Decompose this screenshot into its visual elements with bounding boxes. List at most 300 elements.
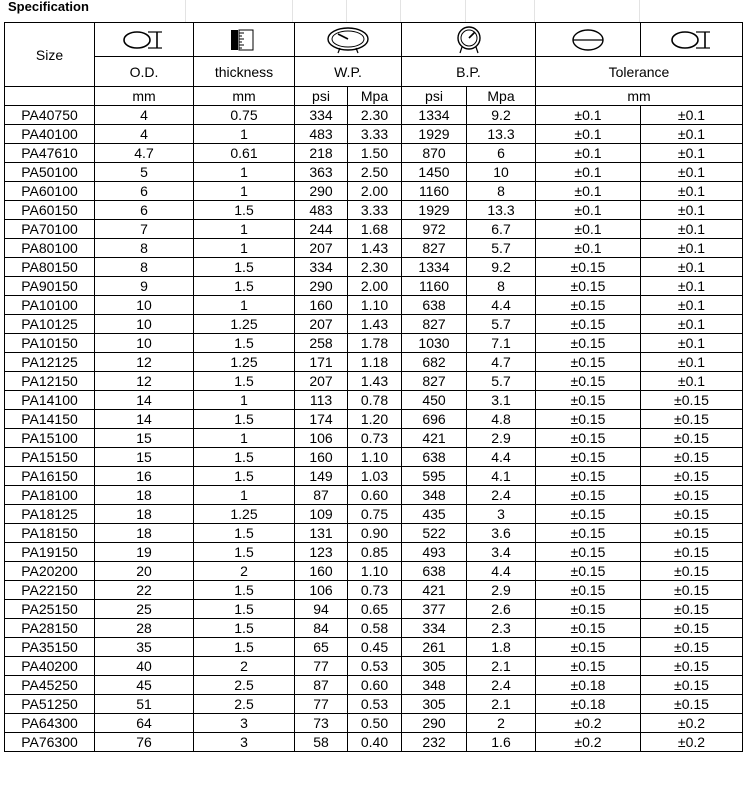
wp-mpa-cell: 3.33: [348, 201, 402, 220]
wp-mpa-cell: 0.40: [348, 733, 402, 752]
wp-mpa-cell: 1.10: [348, 296, 402, 315]
wp-psi-cell: 483: [295, 201, 348, 220]
thickness-cell: 1: [194, 391, 295, 410]
thickness-cell: 1: [194, 486, 295, 505]
table-row: [5, 258, 743, 277]
size-cell: PA20200: [5, 562, 95, 581]
bp-psi-cell: 348: [402, 486, 467, 505]
tolerance-outer-cell: ±0.2: [641, 714, 743, 733]
bp-mpa-cell: 2.9: [467, 429, 536, 448]
tolerance-inner-icon-cell: [536, 23, 641, 57]
od-cell: 8: [95, 239, 194, 258]
od-header: O.D.: [95, 57, 194, 87]
wp-psi-cell: 207: [295, 372, 348, 391]
size-cell: PA40200: [5, 657, 95, 676]
bp-psi-unit: psi: [402, 87, 467, 106]
bp-psi-cell: 305: [402, 657, 467, 676]
bp-mpa-cell: 2.6: [467, 600, 536, 619]
wp-psi-cell: 160: [295, 296, 348, 315]
size-cell: PA40750: [5, 106, 95, 125]
table-row: [5, 467, 743, 486]
bp-mpa-cell: 2.3: [467, 619, 536, 638]
table-row: [5, 201, 743, 220]
wp-mpa-cell: 2.00: [348, 277, 402, 296]
bp-mpa-cell: 2.4: [467, 676, 536, 695]
wp-psi-cell: 84: [295, 619, 348, 638]
size-cell: PA19150: [5, 543, 95, 562]
tolerance-outer-cell: ±0.1: [641, 106, 743, 125]
table-row: [5, 334, 743, 353]
wp-mpa-cell: 1.78: [348, 334, 402, 353]
thickness-cell: 1: [194, 296, 295, 315]
od-cell: 6: [95, 182, 194, 201]
tolerance-inner-cell: ±0.1: [536, 220, 641, 239]
od-cell: 4.7: [95, 144, 194, 163]
wp-mpa-unit: Mpa: [348, 87, 402, 106]
sheet-gridline: [346, 0, 347, 22]
od-cell: 16: [95, 467, 194, 486]
sheet-gridline: [465, 0, 466, 22]
thickness-cell: 1.5: [194, 581, 295, 600]
table-row: [5, 695, 743, 714]
thickness-cell: 1.25: [194, 505, 295, 524]
size-cell: PA18100: [5, 486, 95, 505]
tolerance-outer-cell: ±0.15: [641, 410, 743, 429]
tolerance-inner-cell: ±0.15: [536, 505, 641, 524]
wp-mpa-cell: 0.50: [348, 714, 402, 733]
tolerance-outer-cell: ±0.15: [641, 695, 743, 714]
bp-psi-cell: 1929: [402, 125, 467, 144]
wp-psi-cell: 149: [295, 467, 348, 486]
wp-psi-cell: 77: [295, 695, 348, 714]
bp-psi-cell: 348: [402, 676, 467, 695]
wp-mpa-cell: 1.10: [348, 448, 402, 467]
size-cell: PA50100: [5, 163, 95, 182]
tolerance-inner-cell: ±0.15: [536, 638, 641, 657]
wp-psi-cell: 73: [295, 714, 348, 733]
table-row: [5, 600, 743, 619]
wp-mpa-cell: 1.43: [348, 239, 402, 258]
wp-psi-cell: 106: [295, 581, 348, 600]
tolerance-outer-cell: ±0.1: [641, 182, 743, 201]
tolerance-inner-cell: ±0.15: [536, 619, 641, 638]
od-cell: 18: [95, 505, 194, 524]
size-cell: PA16150: [5, 467, 95, 486]
thickness-cell: 0.61: [194, 144, 295, 163]
wp-psi-unit: psi: [295, 87, 348, 106]
bp-mpa-cell: 4.4: [467, 448, 536, 467]
tolerance-inner-cell: ±0.15: [536, 524, 641, 543]
bp-psi-cell: 827: [402, 372, 467, 391]
bp-mpa-cell: 4.1: [467, 467, 536, 486]
od-cell: 18: [95, 486, 194, 505]
tolerance-outer-cell: ±0.15: [641, 562, 743, 581]
wp-mpa-cell: 2.30: [348, 258, 402, 277]
bp-psi-cell: 493: [402, 543, 467, 562]
bp-mpa-cell: 4.7: [467, 353, 536, 372]
wp-psi-cell: 131: [295, 524, 348, 543]
pressure-gauge-icon: [324, 26, 372, 54]
bp-mpa-cell: 4.4: [467, 562, 536, 581]
bp-mpa-cell: 2.1: [467, 695, 536, 714]
od-cell: 15: [95, 429, 194, 448]
bp-psi-cell: 522: [402, 524, 467, 543]
wp-mpa-cell: 1.43: [348, 372, 402, 391]
wp-psi-cell: 290: [295, 182, 348, 201]
table-row: [5, 144, 743, 163]
table-row: [5, 315, 743, 334]
thickness-cell: 1.5: [194, 467, 295, 486]
tolerance-inner-cell: ±0.1: [536, 106, 641, 125]
wp-mpa-cell: 1.50: [348, 144, 402, 163]
thickness-cell: 1.5: [194, 638, 295, 657]
tolerance-outer-cell: ±0.1: [641, 258, 743, 277]
wp-psi-cell: 207: [295, 315, 348, 334]
tolerance-inner-cell: ±0.2: [536, 714, 641, 733]
wp-psi-cell: 160: [295, 562, 348, 581]
bp-psi-cell: 421: [402, 581, 467, 600]
od-cell: 25: [95, 600, 194, 619]
od-cell: 45: [95, 676, 194, 695]
bp-psi-cell: 232: [402, 733, 467, 752]
wp-mpa-cell: 0.65: [348, 600, 402, 619]
wp-psi-cell: 87: [295, 486, 348, 505]
size-cell: PA14100: [5, 391, 95, 410]
table-row: [5, 733, 743, 752]
table-row: [5, 448, 743, 467]
tolerance-outer-cell: ±0.1: [641, 239, 743, 258]
wp-mpa-cell: 1.03: [348, 467, 402, 486]
od-unit: mm: [95, 87, 194, 106]
bp-mpa-cell: 1.6: [467, 733, 536, 752]
wp-mpa-cell: 0.75: [348, 505, 402, 524]
size-cell: PA35150: [5, 638, 95, 657]
table-row: [5, 562, 743, 581]
tolerance-outer-cell: ±0.15: [641, 581, 743, 600]
tolerance-inner-cell: ±0.15: [536, 581, 641, 600]
od-cell: 8: [95, 258, 194, 277]
tolerance-inner-cell: ±0.1: [536, 163, 641, 182]
sheet-gridline: [639, 0, 640, 22]
wp-mpa-cell: 0.60: [348, 676, 402, 695]
bp-psi-cell: 638: [402, 562, 467, 581]
thickness-cell: 1.5: [194, 524, 295, 543]
tolerance-inner-cell: ±0.1: [536, 239, 641, 258]
unit-header-row: [5, 87, 743, 106]
tolerance-outer-cell: ±0.15: [641, 638, 743, 657]
bp-psi-cell: 377: [402, 600, 467, 619]
wp-psi-cell: 58: [295, 733, 348, 752]
tolerance-inner-cell: ±0.15: [536, 486, 641, 505]
tolerance-outer-cell: ±0.1: [641, 163, 743, 182]
bp-psi-cell: 638: [402, 448, 467, 467]
od-cell: 35: [95, 638, 194, 657]
tolerance-inner-cell: ±0.15: [536, 372, 641, 391]
tolerance-outer-cell: ±0.15: [641, 543, 743, 562]
table-row: [5, 106, 743, 125]
wp-psi-cell: 483: [295, 125, 348, 144]
thickness-cell: 1: [194, 182, 295, 201]
tolerance-inner-cell: ±0.2: [536, 733, 641, 752]
od-cell: 4: [95, 106, 194, 125]
table-row: [5, 391, 743, 410]
wp-psi-cell: 113: [295, 391, 348, 410]
wp-psi-cell: 218: [295, 144, 348, 163]
wp-mpa-cell: 2.00: [348, 182, 402, 201]
wp-mpa-cell: 0.58: [348, 619, 402, 638]
thickness-unit: mm: [194, 87, 295, 106]
wp-psi-cell: 244: [295, 220, 348, 239]
wp-mpa-cell: 1.43: [348, 315, 402, 334]
thickness-cell: 1.5: [194, 448, 295, 467]
bp-psi-cell: 1334: [402, 258, 467, 277]
size-cell: PA12150: [5, 372, 95, 391]
wp-mpa-cell: 1.68: [348, 220, 402, 239]
bp-psi-cell: 827: [402, 239, 467, 258]
specification-table: [4, 22, 743, 752]
size-cell: PA10125: [5, 315, 95, 334]
tube-cross-section-icon: [568, 28, 608, 52]
tolerance-inner-cell: ±0.1: [536, 182, 641, 201]
thickness-cell: 2.5: [194, 695, 295, 714]
size-cell: PA40100: [5, 125, 95, 144]
tolerance-inner-cell: ±0.15: [536, 562, 641, 581]
tolerance-outer-cell: ±0.1: [641, 315, 743, 334]
bp-mpa-cell: 3.6: [467, 524, 536, 543]
sheet-gridline: [185, 0, 186, 22]
specification-table-body: [5, 106, 743, 752]
bp-mpa-cell: 8: [467, 277, 536, 296]
tolerance-header: Tolerance: [536, 57, 743, 87]
wp-mpa-cell: 0.78: [348, 391, 402, 410]
bp-mpa-cell: 2.4: [467, 486, 536, 505]
od-cell: 10: [95, 296, 194, 315]
bp-psi-cell: 682: [402, 353, 467, 372]
tolerance-inner-cell: ±0.18: [536, 676, 641, 695]
wp-psi-cell: 174: [295, 410, 348, 429]
tolerance-inner-cell: ±0.15: [536, 391, 641, 410]
bp-psi-cell: 261: [402, 638, 467, 657]
bp-mpa-cell: 4.8: [467, 410, 536, 429]
bp-psi-cell: 638: [402, 296, 467, 315]
wp-psi-cell: 258: [295, 334, 348, 353]
table-row: [5, 676, 743, 695]
sheet-gridline: [400, 0, 401, 22]
wp-mpa-cell: 0.53: [348, 695, 402, 714]
wp-mpa-cell: 0.53: [348, 657, 402, 676]
bp-mpa-cell: 10: [467, 163, 536, 182]
table-row: [5, 239, 743, 258]
od-cell: 40: [95, 657, 194, 676]
bp-mpa-cell: 5.7: [467, 239, 536, 258]
od-cell: 64: [95, 714, 194, 733]
wp-psi-cell: 123: [295, 543, 348, 562]
od-cell: 10: [95, 315, 194, 334]
tolerance-outer-cell: ±0.1: [641, 277, 743, 296]
thickness-cell: 3: [194, 733, 295, 752]
bp-mpa-cell: 5.7: [467, 372, 536, 391]
tolerance-outer-cell: ±0.15: [641, 467, 743, 486]
size-cell: PA51250: [5, 695, 95, 714]
thickness-cell: 1: [194, 239, 295, 258]
size-cell: PA60100: [5, 182, 95, 201]
wp-header: W.P.: [295, 57, 402, 87]
tube-outer-diameter-icon: [122, 29, 166, 51]
thickness-cell: 1: [194, 163, 295, 182]
od-cell: 28: [95, 619, 194, 638]
tolerance-inner-cell: ±0.1: [536, 201, 641, 220]
od-cell: 14: [95, 391, 194, 410]
wp-psi-cell: 363: [295, 163, 348, 182]
od-cell: 19: [95, 543, 194, 562]
tolerance-outer-cell: ±0.15: [641, 391, 743, 410]
size-cell: PA60150: [5, 201, 95, 220]
bp-psi-cell: 1160: [402, 182, 467, 201]
wp-psi-cell: 334: [295, 258, 348, 277]
size-unit-cell: [5, 87, 95, 106]
wp-mpa-cell: 1.18: [348, 353, 402, 372]
bp-mpa-cell: 2: [467, 714, 536, 733]
size-cell: PA25150: [5, 600, 95, 619]
bp-mpa-cell: 6.7: [467, 220, 536, 239]
table-row: [5, 543, 743, 562]
od-cell: 7: [95, 220, 194, 239]
size-cell: PA76300: [5, 733, 95, 752]
tolerance-inner-cell: ±0.15: [536, 258, 641, 277]
size-cell: PA14150: [5, 410, 95, 429]
table-row: [5, 182, 743, 201]
size-cell: PA22150: [5, 581, 95, 600]
od-cell: 4: [95, 125, 194, 144]
bp-psi-cell: 305: [402, 695, 467, 714]
od-cell: 9: [95, 277, 194, 296]
size-cell: PA10100: [5, 296, 95, 315]
thickness-cell: 1: [194, 429, 295, 448]
bp-psi-cell: 827: [402, 315, 467, 334]
tolerance-outer-cell: ±0.1: [641, 353, 743, 372]
bp-icon-cell: [402, 23, 536, 57]
wp-mpa-cell: 3.33: [348, 125, 402, 144]
thickness-cell: 0.75: [194, 106, 295, 125]
table-row: [5, 581, 743, 600]
table-row: [5, 619, 743, 638]
thickness-cell: 1.5: [194, 201, 295, 220]
table-row: [5, 296, 743, 315]
tolerance-unit: mm: [536, 87, 743, 106]
bp-psi-cell: 1334: [402, 106, 467, 125]
burst-pressure-gauge-icon: [449, 26, 489, 54]
thickness-cell: 1.5: [194, 258, 295, 277]
tolerance-inner-cell: ±0.15: [536, 448, 641, 467]
table-row: [5, 657, 743, 676]
thickness-cell: 2: [194, 657, 295, 676]
bp-psi-cell: 290: [402, 714, 467, 733]
od-cell: 20: [95, 562, 194, 581]
tolerance-inner-cell: ±0.15: [536, 353, 641, 372]
table-row: [5, 505, 743, 524]
tolerance-inner-cell: ±0.1: [536, 144, 641, 163]
table-row: [5, 353, 743, 372]
size-header: Size: [5, 23, 95, 87]
wall-thickness-ruler-icon: [229, 28, 259, 52]
bp-mpa-cell: 3.1: [467, 391, 536, 410]
bp-psi-cell: 334: [402, 619, 467, 638]
table-row: [5, 372, 743, 391]
tolerance-outer-cell: ±0.15: [641, 657, 743, 676]
bp-psi-cell: 421: [402, 429, 467, 448]
size-cell: PA90150: [5, 277, 95, 296]
bp-psi-cell: 870: [402, 144, 467, 163]
bp-mpa-cell: 5.7: [467, 315, 536, 334]
wp-mpa-cell: 0.90: [348, 524, 402, 543]
bp-mpa-cell: 2.1: [467, 657, 536, 676]
tolerance-outer-cell: ±0.15: [641, 448, 743, 467]
tolerance-inner-cell: ±0.15: [536, 296, 641, 315]
tolerance-outer-cell: ±0.15: [641, 429, 743, 448]
bp-mpa-cell: 13.3: [467, 201, 536, 220]
tolerance-outer-cell: ±0.1: [641, 144, 743, 163]
wp-psi-cell: 207: [295, 239, 348, 258]
wp-psi-cell: 109: [295, 505, 348, 524]
label-header-row: [5, 57, 743, 87]
page-title: Specification: [8, 0, 89, 14]
bp-psi-cell: 595: [402, 467, 467, 486]
wp-mpa-cell: 0.60: [348, 486, 402, 505]
thickness-cell: 1: [194, 220, 295, 239]
thickness-cell: 1.5: [194, 619, 295, 638]
wp-mpa-cell: 0.73: [348, 581, 402, 600]
size-cell: PA70100: [5, 220, 95, 239]
wp-psi-cell: 171: [295, 353, 348, 372]
bp-psi-cell: 435: [402, 505, 467, 524]
wp-mpa-cell: 2.30: [348, 106, 402, 125]
od-cell: 18: [95, 524, 194, 543]
tolerance-outer-cell: ±0.15: [641, 505, 743, 524]
thickness-cell: 1.5: [194, 543, 295, 562]
tolerance-inner-cell: ±0.18: [536, 695, 641, 714]
size-cell: PA12125: [5, 353, 95, 372]
size-cell: PA47610: [5, 144, 95, 163]
size-cell: PA15150: [5, 448, 95, 467]
thickness-cell: 3: [194, 714, 295, 733]
size-cell: PA18150: [5, 524, 95, 543]
tolerance-outer-cell: ±0.15: [641, 600, 743, 619]
wp-mpa-cell: 1.20: [348, 410, 402, 429]
bp-mpa-cell: 2.9: [467, 581, 536, 600]
wp-mpa-cell: 2.50: [348, 163, 402, 182]
tolerance-inner-cell: ±0.15: [536, 410, 641, 429]
table-row: [5, 486, 743, 505]
wp-psi-cell: 290: [295, 277, 348, 296]
thickness-cell: 1: [194, 125, 295, 144]
tolerance-outer-cell: ±0.15: [641, 486, 743, 505]
tolerance-outer-cell: ±0.1: [641, 296, 743, 315]
size-cell: PA80100: [5, 239, 95, 258]
od-cell: 15: [95, 448, 194, 467]
bp-mpa-cell: 6: [467, 144, 536, 163]
bp-mpa-cell: 4.4: [467, 296, 536, 315]
thickness-cell: 1.25: [194, 315, 295, 334]
bp-mpa-unit: Mpa: [467, 87, 536, 106]
tolerance-inner-cell: ±0.15: [536, 429, 641, 448]
od-cell: 51: [95, 695, 194, 714]
table-row: [5, 714, 743, 733]
thickness-cell: 1.5: [194, 372, 295, 391]
tolerance-inner-cell: ±0.15: [536, 657, 641, 676]
tolerance-inner-cell: ±0.15: [536, 277, 641, 296]
wp-mpa-cell: 0.73: [348, 429, 402, 448]
bp-mpa-cell: 3.4: [467, 543, 536, 562]
